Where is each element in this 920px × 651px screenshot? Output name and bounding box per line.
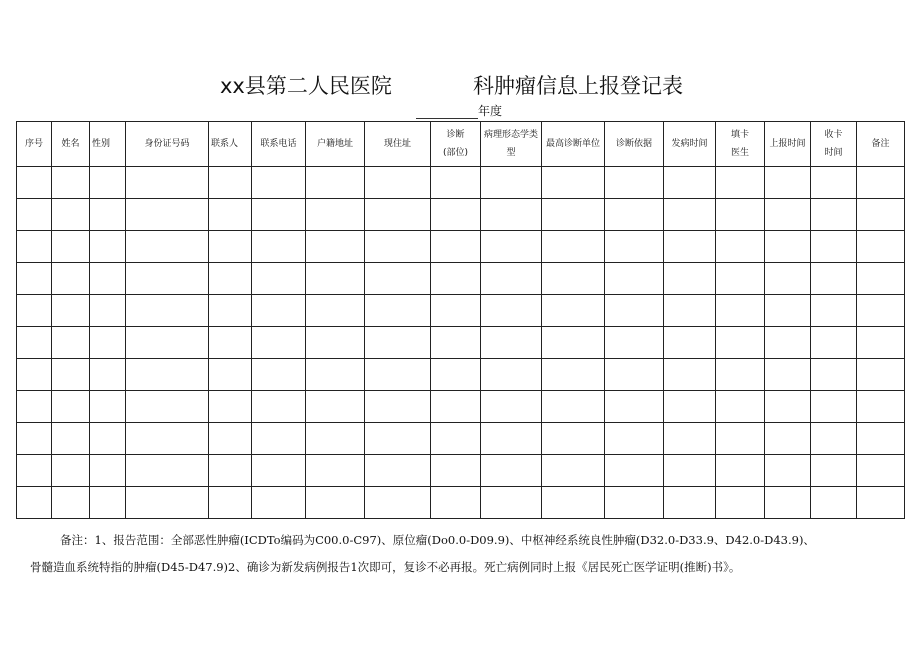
- table-cell[interactable]: [605, 263, 664, 295]
- table-cell[interactable]: [431, 295, 481, 327]
- table-cell[interactable]: [209, 199, 252, 231]
- table-cell[interactable]: [365, 263, 431, 295]
- table-cell[interactable]: [306, 327, 365, 359]
- table-row: [17, 455, 905, 487]
- table-cell[interactable]: [365, 487, 431, 519]
- table-cell[interactable]: [857, 359, 905, 391]
- table-cell[interactable]: [605, 295, 664, 327]
- year-label: 年度: [478, 104, 503, 118]
- table-cell[interactable]: [716, 487, 765, 519]
- table-cell[interactable]: [605, 487, 664, 519]
- table-cell[interactable]: [90, 263, 126, 295]
- table-cell[interactable]: [857, 391, 905, 423]
- table-cell[interactable]: [716, 263, 765, 295]
- table-cell[interactable]: [90, 455, 126, 487]
- table-cell[interactable]: [765, 263, 811, 295]
- table-cell[interactable]: [664, 455, 716, 487]
- table-row: [17, 487, 905, 519]
- notes-line-1: 备注：1、报告范围：全部恶性肿瘤(ICDTo编码为C00.0-C97)、原位瘤(Do0.0-D09.9)、中枢神经系统良性肿瘤(D32.0-D33.9、D42.0-D43.9)、: [60, 533, 815, 547]
- registration-table: [16, 121, 905, 519]
- table-cell[interactable]: [542, 455, 605, 487]
- table-row: [17, 199, 905, 231]
- table-cell[interactable]: [857, 263, 905, 295]
- table-cell[interactable]: [126, 263, 209, 295]
- table-cell[interactable]: [17, 167, 52, 199]
- table-cell[interactable]: [252, 231, 306, 263]
- table-cell[interactable]: [811, 455, 857, 487]
- table-cell[interactable]: [481, 359, 542, 391]
- table-cell[interactable]: [17, 455, 52, 487]
- table-cell[interactable]: [811, 167, 857, 199]
- table-cell[interactable]: [481, 167, 542, 199]
- table-cell[interactable]: [765, 231, 811, 263]
- table-cell[interactable]: [90, 327, 126, 359]
- table-cell[interactable]: [605, 359, 664, 391]
- table-cell[interactable]: [306, 231, 365, 263]
- table-cell[interactable]: [481, 327, 542, 359]
- table-cell[interactable]: [17, 487, 52, 519]
- table-cell[interactable]: [542, 231, 605, 263]
- header-cell: 诊断 (部位): [431, 122, 481, 167]
- header-cell: 联系电话: [252, 122, 306, 167]
- table-row: [17, 423, 905, 455]
- table-cell[interactable]: [306, 263, 365, 295]
- table-cell[interactable]: [306, 423, 365, 455]
- table-cell[interactable]: [431, 327, 481, 359]
- table-cell[interactable]: [126, 295, 209, 327]
- table-cell[interactable]: [857, 487, 905, 519]
- table-row: [17, 231, 905, 263]
- table-cell[interactable]: [481, 295, 542, 327]
- table-cell[interactable]: [605, 167, 664, 199]
- table-cell[interactable]: [306, 359, 365, 391]
- table-cell[interactable]: [481, 423, 542, 455]
- table-cell[interactable]: [716, 423, 765, 455]
- page-title: [0, 72, 920, 102]
- table-cell[interactable]: [431, 263, 481, 295]
- header-cell: 身份证号码: [126, 122, 209, 167]
- year-line: [416, 103, 502, 119]
- table-cell[interactable]: [811, 423, 857, 455]
- table-cell[interactable]: [664, 167, 716, 199]
- table-cell[interactable]: [431, 487, 481, 519]
- table-cell[interactable]: [126, 423, 209, 455]
- table-cell[interactable]: [252, 199, 306, 231]
- table-cell[interactable]: [209, 263, 252, 295]
- table-cell[interactable]: [481, 231, 542, 263]
- table-cell[interactable]: [126, 487, 209, 519]
- header-cell: 病理形态学类 型: [481, 122, 542, 167]
- table-cell[interactable]: [17, 327, 52, 359]
- table-row: [17, 391, 905, 423]
- notes: [16, 527, 906, 581]
- table-cell[interactable]: [252, 359, 306, 391]
- table-cell[interactable]: [365, 327, 431, 359]
- table-cell[interactable]: [252, 455, 306, 487]
- table-cell[interactable]: [664, 391, 716, 423]
- table-cell[interactable]: [605, 199, 664, 231]
- header-cell: 填卡 医生: [716, 122, 765, 167]
- header-cell: 序号: [17, 122, 52, 167]
- table-cell[interactable]: [365, 199, 431, 231]
- table-cell[interactable]: [52, 327, 90, 359]
- table-cell[interactable]: [664, 423, 716, 455]
- table-cell[interactable]: [252, 423, 306, 455]
- table-cell[interactable]: [481, 199, 542, 231]
- table-cell[interactable]: [126, 359, 209, 391]
- table-cell[interactable]: [90, 487, 126, 519]
- table-cell[interactable]: [481, 263, 542, 295]
- table-cell[interactable]: [765, 295, 811, 327]
- table-cell[interactable]: [811, 359, 857, 391]
- table-cell[interactable]: [431, 423, 481, 455]
- table-cell[interactable]: [664, 263, 716, 295]
- table-cell[interactable]: [716, 199, 765, 231]
- header-cell: 最高诊断单位: [542, 122, 605, 167]
- table-cell[interactable]: [664, 359, 716, 391]
- table-cell[interactable]: [209, 455, 252, 487]
- table-cell[interactable]: [126, 327, 209, 359]
- table-cell[interactable]: [605, 423, 664, 455]
- table-cell[interactable]: [857, 231, 905, 263]
- table-cell[interactable]: [811, 391, 857, 423]
- table-cell[interactable]: [209, 295, 252, 327]
- table-cell[interactable]: [209, 391, 252, 423]
- table-cell[interactable]: [542, 263, 605, 295]
- table-cell[interactable]: [605, 327, 664, 359]
- table-row: [17, 359, 905, 391]
- header-cell: 发病时间: [664, 122, 716, 167]
- table-cell[interactable]: [52, 423, 90, 455]
- table-cell[interactable]: [716, 391, 765, 423]
- header-cell: 诊断依据: [605, 122, 664, 167]
- table-cell[interactable]: [716, 455, 765, 487]
- table-cell[interactable]: [431, 231, 481, 263]
- table-cell[interactable]: [765, 359, 811, 391]
- table-cell[interactable]: [716, 231, 765, 263]
- title-form-name: 科肿瘤信息上报登记表: [473, 74, 683, 98]
- table-cell[interactable]: [209, 359, 252, 391]
- table-cell[interactable]: [17, 263, 52, 295]
- table-cell[interactable]: [716, 359, 765, 391]
- table-cell[interactable]: [306, 487, 365, 519]
- table-cell[interactable]: [605, 455, 664, 487]
- table-cell[interactable]: [126, 231, 209, 263]
- table-cell[interactable]: [52, 199, 90, 231]
- table-cell[interactable]: [209, 487, 252, 519]
- table-cell[interactable]: [306, 455, 365, 487]
- table-cell[interactable]: [17, 231, 52, 263]
- table-cell[interactable]: [209, 167, 252, 199]
- table-cell[interactable]: [252, 391, 306, 423]
- table-cell[interactable]: [126, 167, 209, 199]
- table-cell[interactable]: [17, 359, 52, 391]
- table-cell[interactable]: [126, 199, 209, 231]
- table-cell[interactable]: [90, 167, 126, 199]
- table-cell[interactable]: [857, 455, 905, 487]
- table-cell[interactable]: [542, 167, 605, 199]
- table-cell[interactable]: [90, 359, 126, 391]
- header-cell: 联系人: [209, 122, 252, 167]
- table-cell[interactable]: [431, 455, 481, 487]
- table-row: [17, 167, 905, 199]
- header-cell: 收卡 时间: [811, 122, 857, 167]
- header-cell: 备注: [857, 122, 905, 167]
- table-cell[interactable]: [857, 199, 905, 231]
- table-cell[interactable]: [306, 167, 365, 199]
- table-cell[interactable]: [811, 327, 857, 359]
- table-cell[interactable]: [90, 231, 126, 263]
- table-cell[interactable]: [811, 487, 857, 519]
- table-cell[interactable]: [90, 423, 126, 455]
- table-cell[interactable]: [52, 359, 90, 391]
- table-cell[interactable]: [90, 295, 126, 327]
- table-cell[interactable]: [664, 487, 716, 519]
- header-cell: 性别: [90, 122, 126, 167]
- table-cell[interactable]: [716, 327, 765, 359]
- table-cell[interactable]: [17, 199, 52, 231]
- table-row: [17, 263, 905, 295]
- table-cell[interactable]: [765, 327, 811, 359]
- table-cell[interactable]: [252, 487, 306, 519]
- table-cell[interactable]: [52, 487, 90, 519]
- table-cell[interactable]: [431, 199, 481, 231]
- table-cell[interactable]: [857, 423, 905, 455]
- table-cell[interactable]: [365, 359, 431, 391]
- table-cell[interactable]: [252, 327, 306, 359]
- table-cell[interactable]: [542, 359, 605, 391]
- table-cell[interactable]: [365, 455, 431, 487]
- table-cell[interactable]: [765, 423, 811, 455]
- table-cell[interactable]: [542, 487, 605, 519]
- table-cell[interactable]: [209, 327, 252, 359]
- table-cell[interactable]: [52, 231, 90, 263]
- table-cell[interactable]: [605, 231, 664, 263]
- header-cell: 姓名: [52, 122, 90, 167]
- table-cell[interactable]: [365, 423, 431, 455]
- table-cell[interactable]: [365, 295, 431, 327]
- table-cell[interactable]: [664, 199, 716, 231]
- table-cell[interactable]: [542, 423, 605, 455]
- table-cell[interactable]: [52, 391, 90, 423]
- table-cell[interactable]: [811, 263, 857, 295]
- table-cell[interactable]: [857, 167, 905, 199]
- header-cell: 现住址: [365, 122, 431, 167]
- table-cell[interactable]: [126, 455, 209, 487]
- table-cell[interactable]: [765, 199, 811, 231]
- table-cell[interactable]: [542, 295, 605, 327]
- table-cell[interactable]: [765, 455, 811, 487]
- table-cell[interactable]: [481, 487, 542, 519]
- table-cell[interactable]: [716, 167, 765, 199]
- table-cell[interactable]: [52, 295, 90, 327]
- table-cell[interactable]: [664, 231, 716, 263]
- header-row: [17, 122, 905, 167]
- table-cell[interactable]: [306, 295, 365, 327]
- table-cell[interactable]: [252, 167, 306, 199]
- table-cell[interactable]: [765, 167, 811, 199]
- table-cell[interactable]: [209, 423, 252, 455]
- table-cell[interactable]: [811, 231, 857, 263]
- table-cell[interactable]: [209, 231, 252, 263]
- table-row: [17, 327, 905, 359]
- table-cell[interactable]: [126, 391, 209, 423]
- notes-line-2: 骨髓造血系统特指的肿瘤(D45-D47.9)2、确诊为新发病例报告1次即可，复诊不必再报。死亡病例同时上报《居民死亡医学证明(推断)书》。: [30, 560, 741, 574]
- table-cell[interactable]: [52, 167, 90, 199]
- table-cell[interactable]: [306, 391, 365, 423]
- table-cell[interactable]: [481, 455, 542, 487]
- table-body: [17, 167, 905, 519]
- table-cell[interactable]: [811, 295, 857, 327]
- table-cell[interactable]: [90, 199, 126, 231]
- table-cell[interactable]: [857, 295, 905, 327]
- table-cell[interactable]: [811, 199, 857, 231]
- table-cell[interactable]: [365, 167, 431, 199]
- table-cell[interactable]: [17, 423, 52, 455]
- table-cell[interactable]: [605, 391, 664, 423]
- table-cell[interactable]: [765, 487, 811, 519]
- table-cell[interactable]: [365, 231, 431, 263]
- year-blank[interactable]: [416, 106, 478, 119]
- table-cell[interactable]: [252, 295, 306, 327]
- table-cell[interactable]: [431, 391, 481, 423]
- table-cell[interactable]: [17, 295, 52, 327]
- table-cell[interactable]: [664, 327, 716, 359]
- header-cell: 上报时间: [765, 122, 811, 167]
- table-cell[interactable]: [542, 391, 605, 423]
- table-cell[interactable]: [252, 263, 306, 295]
- table-cell[interactable]: [17, 391, 52, 423]
- table-cell[interactable]: [365, 391, 431, 423]
- table-cell[interactable]: [481, 391, 542, 423]
- table-cell[interactable]: [431, 359, 481, 391]
- table-cell[interactable]: [765, 391, 811, 423]
- table-cell[interactable]: [52, 263, 90, 295]
- table-row: [17, 295, 905, 327]
- table-cell[interactable]: [431, 167, 481, 199]
- table-cell[interactable]: [90, 391, 126, 423]
- table-cell[interactable]: [542, 199, 605, 231]
- table-cell[interactable]: [857, 327, 905, 359]
- header-cell: 户籍地址: [306, 122, 365, 167]
- table-cell[interactable]: [716, 295, 765, 327]
- table-cell[interactable]: [52, 455, 90, 487]
- table-cell[interactable]: [664, 295, 716, 327]
- title-hospital: xx县第二人民医院: [220, 74, 392, 98]
- table-cell[interactable]: [542, 327, 605, 359]
- table-cell[interactable]: [306, 199, 365, 231]
